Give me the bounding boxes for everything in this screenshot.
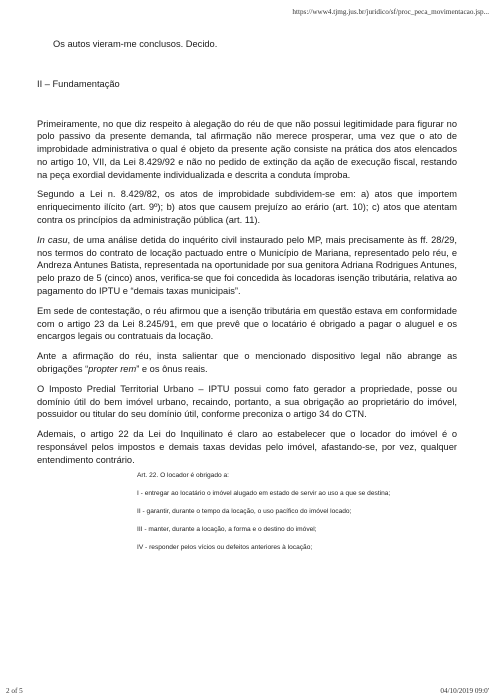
section-title: II – Fundamentação bbox=[37, 78, 120, 89]
quote-item: III - manter, durante a locação, a forma e o destino do imóvel; bbox=[137, 525, 317, 533]
paragraph-5-start: Ante a afirmação do réu, insta salientar que o mencionado dispositivo legal não abrange as obrigações “ bbox=[37, 351, 457, 375]
paragraph-3-text: , de uma análise detida do inquérito civil instaurado pelo MP, mais precisamente às ff. 28/29, nos termos do contrato de locação pactuado entre o Município de Mariana, representado pelo réu, e Andreza Antunes Batista, representada na oportunidade por sua genitora Adriana Rodrigues Antunes, pelo prazo de 5 (cinco) anos, verifica-se que foi concedida às locadoras isenção tributária, relativa ao pagamento do IPTU e “demais taxas municipais”. bbox=[37, 234, 457, 297]
paragraph-7: Ademais, o artigo 22 da Lei do Inquilinato é claro ao estabelecer que o locador do imóvel é o responsável pelos impostos e demais taxas devidas pelo imóvel, afastando-se, por vez, qualquer entendimento contrário. bbox=[37, 429, 457, 465]
intro-line: Os autos vieram-me conclusos. Decido. bbox=[53, 39, 218, 49]
propter-rem-text: propter rem bbox=[88, 364, 137, 375]
paragraph-4: Em sede de contestação, o réu afirmou que a isenção tributária em questão estava em conformidade com o artigo 23 da Lei 8.245/91, em que prevê que o locatário é obrigado a pagar o aluguel e os encargos legais ou contratuais da locação. bbox=[37, 305, 457, 342]
page-url: https://www4.tjmg.jus.br/juridico/sf/proc_peca_movimentacao.jsp... bbox=[292, 8, 489, 16]
paragraph-1: Primeiramente, no que diz respeito à alegação do réu de que não possui legitimidade para figurar no polo passivo da presente demanda, tal afirmação não merece prosperar, uma vez que o ato de improbidade administrativa o qual é objeto da presente ação consiste na prática dos atos elencados no artigo 10, VII, da Lei 8.429/92 e não no pedido de extinção da ação de execução fiscal, restando na peça exordial devidamente individualizada e descrita a conduta ímproba. bbox=[37, 118, 457, 180]
law-quote bbox=[137, 471, 457, 552]
paragraph-5 bbox=[37, 350, 457, 376]
quote-title: Art. 22. O locador é obrigado a: bbox=[137, 471, 230, 479]
page-number: 2 of 5 bbox=[6, 687, 23, 695]
quote-item: II - garantir, durante o tempo da locação, o uso pacífico do imóvel locado; bbox=[137, 507, 352, 515]
in-casu-text: In casu bbox=[37, 234, 68, 245]
paragraph-5-end: ” e os ônus reais. bbox=[136, 364, 208, 375]
paragraph-2: Segundo a Lei n. 8.429/82, os atos de improbidade subdividem-se em: a) atos que importem enriquecimento ilícito (art. 9º); b) atos que causem prejuízo ao erário (art. 10); c) atos que atentam contra os princípios da administração pública (art. 11). bbox=[37, 189, 457, 226]
print-timestamp: 04/10/2019 09:0' bbox=[440, 687, 489, 695]
paragraph-3 bbox=[37, 234, 457, 298]
quote-item: I - entregar ao locatário o imóvel alugado em estado de servir ao uso a que se destina; bbox=[137, 489, 391, 497]
quote-item: IV - responder pelos vícios ou defeitos anteriores à locação; bbox=[137, 543, 313, 551]
document-body bbox=[37, 38, 457, 561]
paragraph-6: O Imposto Predial Territorial Urbano – IPTU possui como fato gerador a propriedade, posse ou domínio útil do bem imóvel urbano, recaindo, portanto, a sua obrigação ao proprietário do imóvel, possuidor ou titular do seu domínio útil, conforme preconiza o artigo 34 do CTN. bbox=[37, 383, 457, 420]
